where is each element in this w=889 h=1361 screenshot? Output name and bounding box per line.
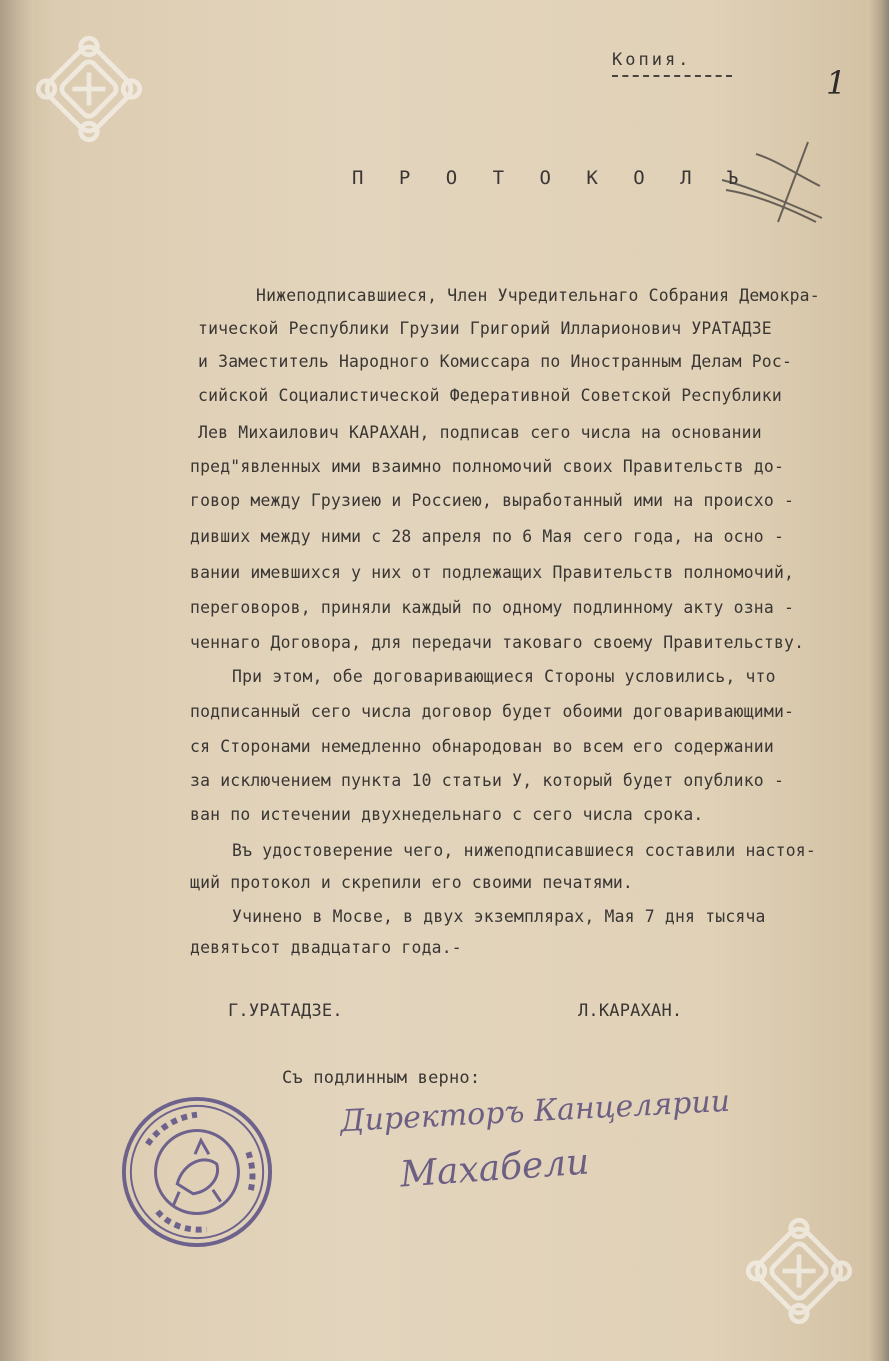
handwritten-signature: Махабели <box>398 1141 591 1196</box>
body-line: девятьсот двадцатаго года.- <box>190 938 462 957</box>
handwritten-director-title: Директоръ Канцелярии <box>339 1083 731 1140</box>
body-line: дивших между ними с 28 апреля по 6 Мая сего года, на осно - <box>190 527 785 546</box>
body-line: ся Сторонами немедленно обнародован во всем его содержании <box>190 737 774 756</box>
signature-uratadze: Г.УРАТАДЗЕ. <box>228 1001 343 1021</box>
page-binding-edge <box>0 0 34 1361</box>
body-line: тической Республики Грузии Григорий Илларионович УРАТАДЗЕ <box>198 319 772 338</box>
body-line: Нижеподписавшиеся, Член Учредительнаго Собрания Демокра- <box>256 286 820 305</box>
body-line: переговоров, приняли каждый по одному подлинному акту озна - <box>190 598 795 617</box>
body-line: Лев Михаилович КАРАХАН, подписав сего числа на основании <box>198 423 762 442</box>
body-line: сийской Социалистической Федеративной Советской Республики <box>198 386 782 405</box>
body-line: Учинено в Мосве, в двух экземплярах, Мая 7 дня тысяча <box>232 907 766 926</box>
certification-note: Съ подлинным верно: <box>282 1068 481 1088</box>
georgian-seal-stamp-icon <box>118 1093 276 1251</box>
page-right-edge <box>867 0 889 1361</box>
document-title: П Р О Т О К О Л Ъ <box>352 167 751 189</box>
page-number: 1 <box>826 64 847 102</box>
copy-label: Копия. <box>612 50 692 70</box>
body-line: При этом, обе договаривающиеся Стороны условились, что <box>232 667 776 686</box>
body-line: подписанный сего числа договор будет обоими договаривающими- <box>190 702 795 721</box>
body-line: Въ удостоверение чего, нижеподписавшиеся составили настоя- <box>232 841 816 860</box>
archive-watermark-icon <box>30 30 148 148</box>
signature-karakhan: Л.КАРАХАН. <box>578 1001 683 1021</box>
copy-underline <box>612 75 732 77</box>
body-line: ченнаго Договора, для передачи таковаго своему Правительству. <box>190 633 805 652</box>
body-line: ван по истечении двухнедельнаго с сего числа срока. <box>190 805 704 824</box>
body-line: пред"явленных ими взаимно полномочий своих Правительств до- <box>190 457 785 476</box>
body-line: за исключением пункта 10 статьи У, который будет опублико - <box>190 771 785 790</box>
body-line: щий протокол и скрепили его своими печатями. <box>190 873 633 892</box>
body-line: говор между Грузиею и Россиею, выработанный ими на происхо - <box>190 491 795 510</box>
body-line: и Заместитель Народного Комиссара по Иностранным Делам Рос- <box>198 352 793 371</box>
body-line: вании имевшихся у них от подлежащих Правительств полномочий, <box>190 563 795 582</box>
archive-watermark-icon <box>740 1212 858 1330</box>
